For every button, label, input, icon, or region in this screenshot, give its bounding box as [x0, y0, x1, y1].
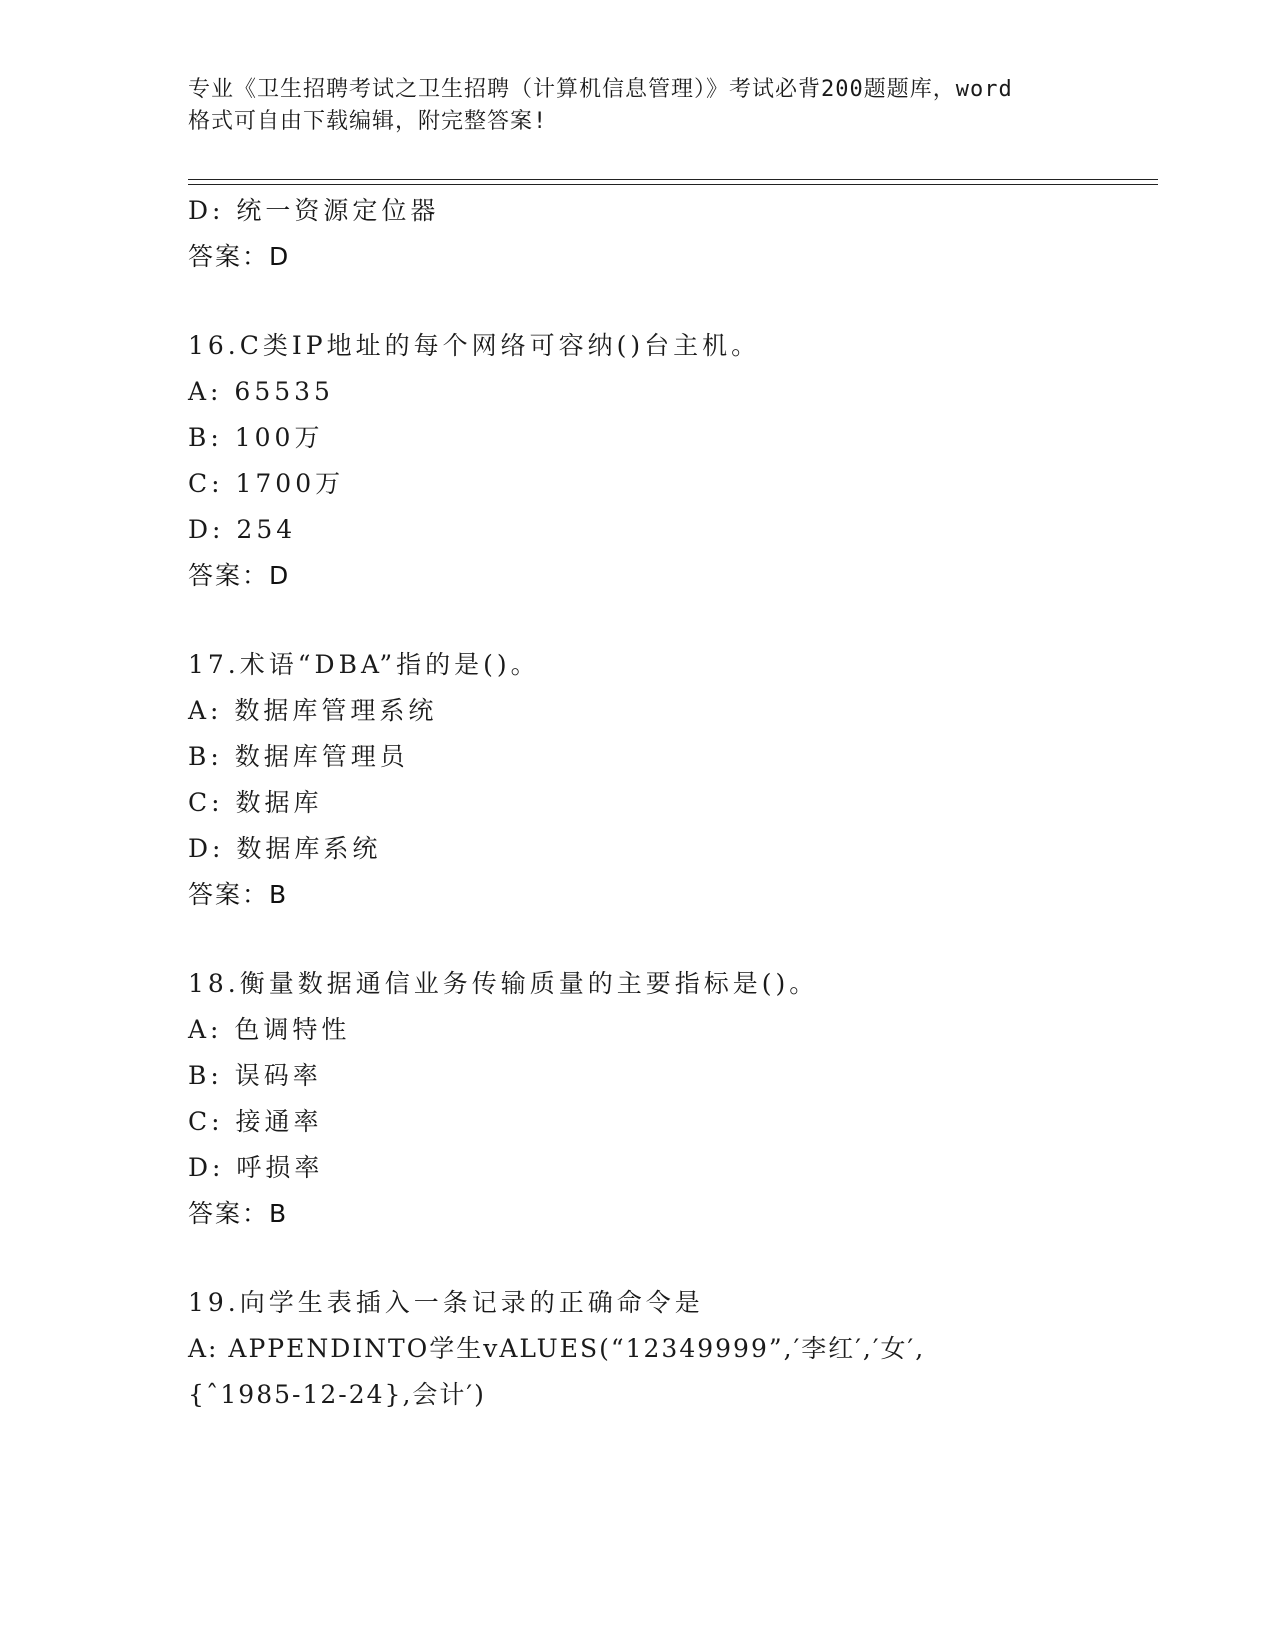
question-stem: 17.术语“DBA”指的是()。	[188, 650, 540, 679]
option-a: A: 色调特性	[188, 1015, 351, 1044]
option-a: A: 65535	[188, 377, 334, 406]
carryover-answer: 答案：D	[188, 242, 291, 271]
question-18	[188, 961, 1148, 1237]
header-divider-top	[188, 179, 1158, 180]
option-a-continued: {ˆ1985-12-24},会计′)	[188, 1380, 486, 1409]
question-answer: 答案：B	[188, 880, 289, 909]
document-body	[188, 188, 1148, 1418]
question-stem: 16.C类IP地址的每个网络可容纳()台主机。	[188, 331, 761, 360]
question-17	[188, 642, 1148, 918]
document-header	[188, 74, 1088, 138]
header-line-1: 专业《卫生招聘考试之卫生招聘（计算机信息管理）》考试必背200题题库，word	[188, 77, 1013, 102]
option-d: D: 数据库系统	[188, 834, 382, 863]
option-b: B: 数据库管理员	[188, 742, 409, 771]
option-c: C: 数据库	[188, 788, 323, 817]
option-d: D: 呼损率	[188, 1153, 324, 1182]
question-16	[188, 323, 1148, 599]
question-answer: 答案：D	[188, 561, 291, 590]
option-d: D: 254	[188, 515, 297, 544]
carryover-option-d: D: 统一资源定位器	[188, 196, 440, 225]
option-a: A: 数据库管理系统	[188, 696, 438, 725]
header-line-2: 格式可自由下载编辑，附完整答案!	[188, 109, 548, 134]
question-19	[188, 1280, 1148, 1418]
question-answer: 答案：B	[188, 1199, 289, 1228]
header-divider-bottom	[188, 184, 1158, 185]
option-a: A: APPENDINTO学生vALUES(“12349999”,′李红′,′女′,	[188, 1334, 926, 1363]
option-c: C: 接通率	[188, 1107, 323, 1136]
question-stem: 19.向学生表插入一条记录的正确命令是	[188, 1288, 704, 1317]
option-b: B: 误码率	[188, 1061, 322, 1090]
question-stem: 18.衡量数据通信业务传输质量的主要指标是()。	[188, 969, 819, 998]
option-b: B: 100万	[188, 423, 324, 452]
option-c: C: 1700万	[188, 469, 345, 498]
